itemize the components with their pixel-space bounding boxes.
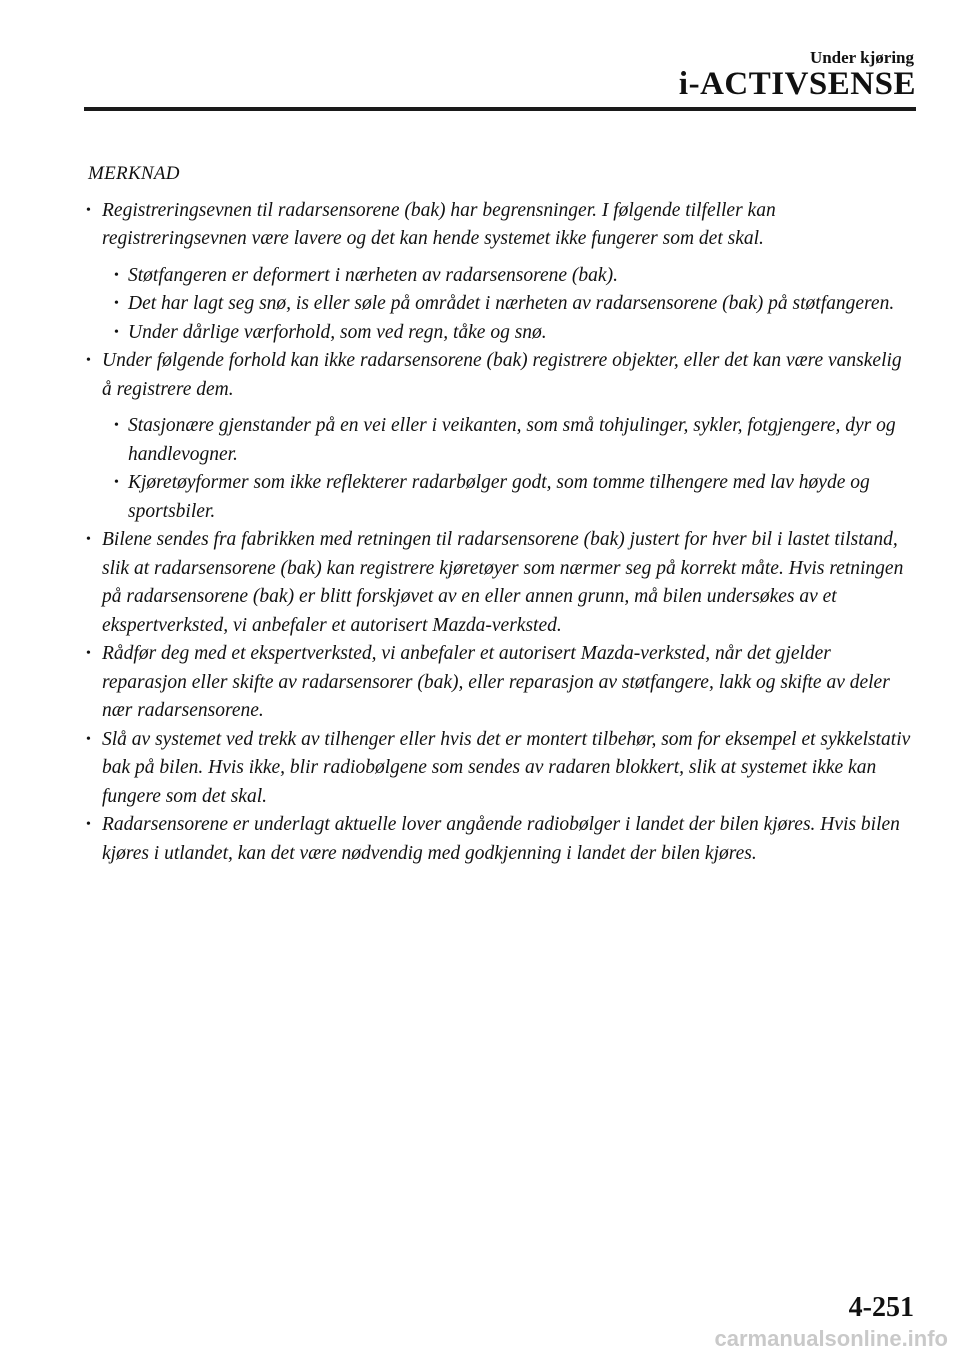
note-sublist bbox=[102, 412, 914, 526]
note-item bbox=[84, 726, 914, 812]
watermark: carmanualsonline.info bbox=[714, 1326, 948, 1351]
header-divider bbox=[84, 107, 916, 111]
note-subitem-text: Det har lagt seg snø, is eller søle på området i nærheten av radarsensorene (bak) på støtfangeren. bbox=[128, 293, 895, 314]
section-label: Under kjøring bbox=[809, 48, 914, 67]
note-subitem bbox=[114, 412, 914, 469]
bullet-icon: • bbox=[114, 475, 119, 490]
note-subitem-text: Under dårlige værforhold, som ved regn, tåke og snø. bbox=[128, 321, 547, 343]
note-item-text: Registreringsevnen til radarsensorene (bak) har begrensninger. I følgende tilfeller kan registreringsevnen være lavere og det kan hende systemet ikke fungerer som det skal. bbox=[102, 199, 776, 249]
note-subitem-text: Stasjonære gjenstander på en vei eller i veikanten, som små tohjulinger, sykler, fotgjengere, dyr og handlevogner. bbox=[128, 415, 896, 465]
note-item bbox=[84, 347, 914, 526]
bullet-icon: • bbox=[86, 731, 91, 747]
note-item-text: Radarsensorene er underlagt aktuelle lover angående radiobølger i landet der bilen kjøres. Hvis bilen kjøres i utlandet, kan det være nødvendig med godkjenning i landet der bilen kjøres. bbox=[102, 814, 900, 864]
bullet-icon: • bbox=[114, 267, 119, 283]
note-item-text: Under følgende forhold kan ikke radarsensorene (bak) registrere objekter, eller det kan være vanskelig å registrere dem. bbox=[102, 350, 902, 400]
note-heading: MERKNAD bbox=[88, 163, 180, 184]
bullet-icon: • bbox=[86, 532, 91, 547]
note-block bbox=[84, 160, 914, 868]
bullet-icon: • bbox=[86, 353, 91, 368]
note-list bbox=[84, 197, 914, 869]
page-title: i-ACTIVSENSE bbox=[678, 66, 916, 102]
bullet-icon: • bbox=[86, 817, 91, 832]
note-subitem-text: Kjøretøyformer som ikke reflekterer radarbølger godt, som tomme tilhengere med lav høyde og sportsbiler. bbox=[128, 472, 870, 522]
note-subitem bbox=[114, 290, 914, 319]
note-item-text: Slå av systemet ved trekk av tilhenger eller hvis det er montert tilbehør, som for eksempel et sykkelstativ bak på bilen. Hvis ikke, blir radiobølgene som sendes av radaren blokkert, slik at systemet ikke kan fungere som det skal. bbox=[102, 728, 911, 807]
note-item-text: Bilene sendes fra fabrikken med retningen til radarsensorene (bak) justert for hver bil i lastet tilstand, slik at radarsensorene (bak) kan registrere kjøretøyer som nærmer seg på korrekt måte. Hvis retningen på radarsensorene (bak) er blitt forskjøvet av en eller annen grunn, må bilen undersøkes av et ekspertverksted, vi anbefaler et autorisert Mazda-verksted. bbox=[102, 529, 904, 636]
bullet-icon: • bbox=[114, 296, 119, 311]
note-item-text: Rådfør deg med et ekspertverksted, vi anbefaler et autorisert Mazda-verksted, når det gjelder reparasjon eller skifte av radarsensorer (bak), eller reparasjon av støtfangere, lakk og skifte av deler nær radarsensorene. bbox=[102, 643, 890, 721]
note-item bbox=[84, 526, 914, 640]
page-number: 4-251 bbox=[848, 1292, 914, 1323]
note-subitem bbox=[114, 262, 914, 291]
bullet-icon: • bbox=[114, 418, 119, 433]
bullet-icon: • bbox=[86, 202, 91, 218]
note-item bbox=[84, 197, 914, 348]
note-subitem bbox=[114, 319, 914, 348]
note-subitem bbox=[114, 469, 914, 526]
bullet-icon: • bbox=[86, 646, 91, 661]
note-sublist bbox=[102, 262, 914, 348]
note-subitem-text: Støtfangeren er deformert i nærheten av radarsensorene (bak). bbox=[128, 264, 618, 286]
note-item bbox=[84, 811, 914, 868]
bullet-icon: • bbox=[114, 324, 119, 340]
note-item bbox=[84, 640, 914, 726]
